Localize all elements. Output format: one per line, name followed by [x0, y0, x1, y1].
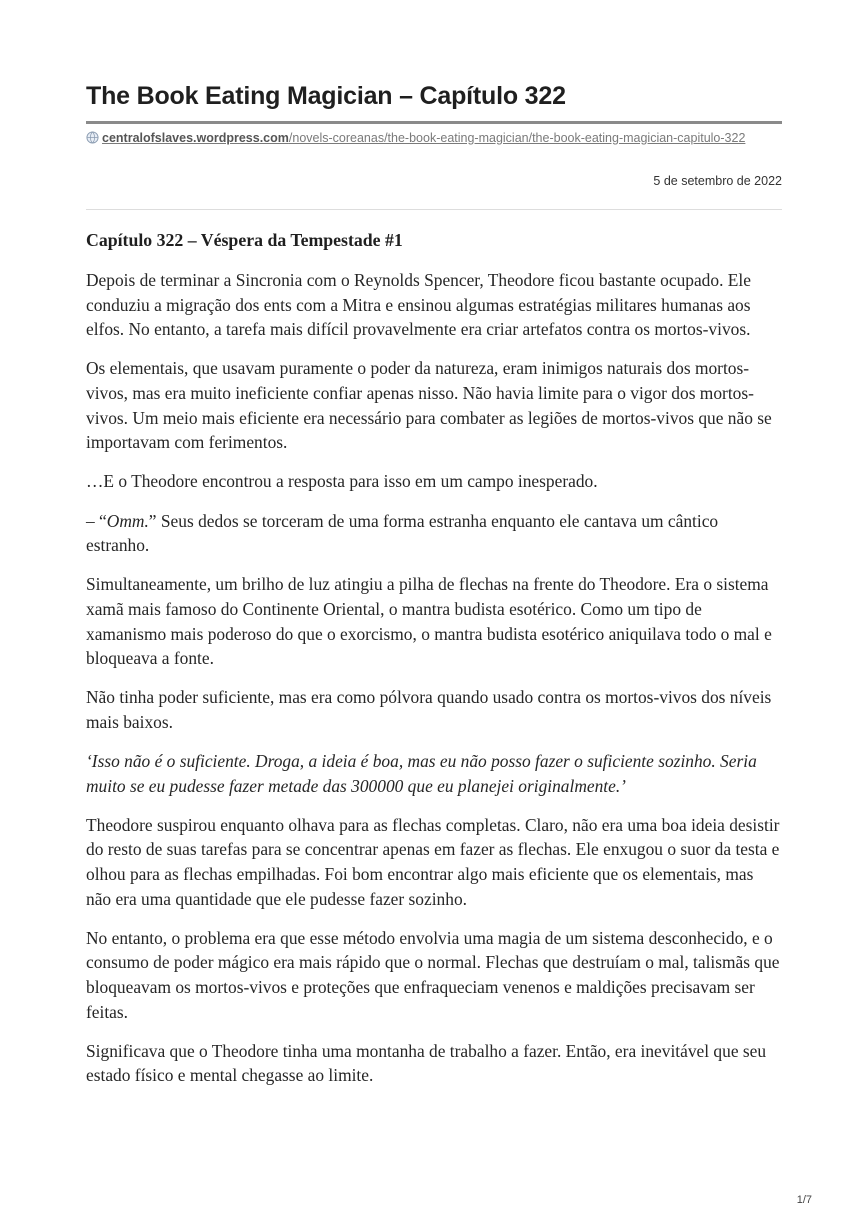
paragraph-1: Depois de terminar a Sincronia com o Reynolds Spencer, Theodore ficou bastante ocupado. Ele conduziu a migração dos ents com a Mitra e ensinou algumas estratégias militares humanas aos elfos. No entanto, a tarefa mais difícil provavelmente era criar artefatos contra os mortos-vivos.	[86, 270, 751, 340]
source-url-link[interactable]	[102, 131, 745, 145]
paragraph-4	[86, 509, 782, 558]
header-divider	[86, 209, 782, 210]
dialogue-prefix: – “	[86, 510, 107, 531]
paragraph-6: Não tinha poder suficiente, mas era como pólvora quando usado contra os mortos-vivos dos níveis mais baixos.	[86, 687, 772, 732]
paragraph-8: Theodore suspirou enquanto olhava para as flechas completas. Claro, não era uma boa ideia desistir do resto de suas tarefas para se concentrar apenas em fazer as flechas. Ele enxugou o suor da testa e olhou para as flechas empilhadas. Foi bom encontrar algo mais eficiente que os elementais, mas não era uma quantidade que ele pudesse fazer sozinho.	[86, 814, 780, 909]
publish-date: 5 de setembro de 2022	[653, 174, 782, 188]
paragraph-2: Os elementais, que usavam puramente o poder da natureza, eram inimigos naturais dos mortos-vivos, mas era muito ineficiente confiar apenas nisso. Não havia limite para o vigor dos mortos-vivos. Um meio mais eficiente era necessário para combater as legiões de mortos-vivos que não se importavam com ferimentos.	[86, 358, 772, 453]
article-body	[86, 228, 782, 1103]
source-path: /novels-coreanas/the-book-eating-magician/the-book-eating-magician-capitulo-322	[288, 131, 746, 145]
dialogue-rest: ” Seus dedos se torceram de uma forma estranha enquanto ele cantava um cântico estranho.	[86, 510, 719, 556]
globe-icon	[86, 131, 99, 144]
source-link-line	[86, 129, 782, 147]
page-title: The Book Eating Magician – Capítulo 322	[86, 82, 566, 110]
paragraph-10: Significava que o Theodore tinha uma montanha de trabalho a fazer. Então, era inevitável que seu estado físico e mental chegasse ao limite.	[86, 1040, 767, 1086]
chapter-heading: Capítulo 322 – Véspera da Tempestade #1	[86, 230, 403, 250]
title-divider	[86, 121, 782, 124]
paragraph-5: Simultaneamente, um brilho de luz atingiu a pilha de flechas na frente do Theodore. Era o sistema xamã mais famoso do Continente Oriental, o mantra budista esotérico. Como um tipo de xamanismo mais poderoso do que o exorcismo, o mantra budista esotérico aniquilava todo o mal e bloqueava a fonte.	[86, 574, 772, 669]
paragraph-9: No entanto, o problema era que esse método envolvia uma magia de um sistema desconhecido, e o consumo de poder mágico era mais rápido que o normal. Flechas que destruíam o mal, talismãs que bloqueavam os mortos-vivos e proteções que enfraqueciam venenos e maldições precisavam ser feitas.	[86, 927, 780, 1022]
chant-word: Omm.	[106, 510, 149, 531]
page-number: 1/7	[796, 1194, 812, 1206]
source-domain: centralofslaves.wordpress.com	[102, 131, 289, 145]
paragraph-7-thought: ‘Isso não é o suficiente. Droga, a ideia é boa, mas eu não posso fazer o suficiente sozinho. Seria muito se eu pudesse fazer metade das 300000 que eu planejei originalmente.’	[86, 751, 757, 796]
paragraph-3: …E o Theodore encontrou a resposta para isso em um campo inesperado.	[86, 471, 598, 492]
